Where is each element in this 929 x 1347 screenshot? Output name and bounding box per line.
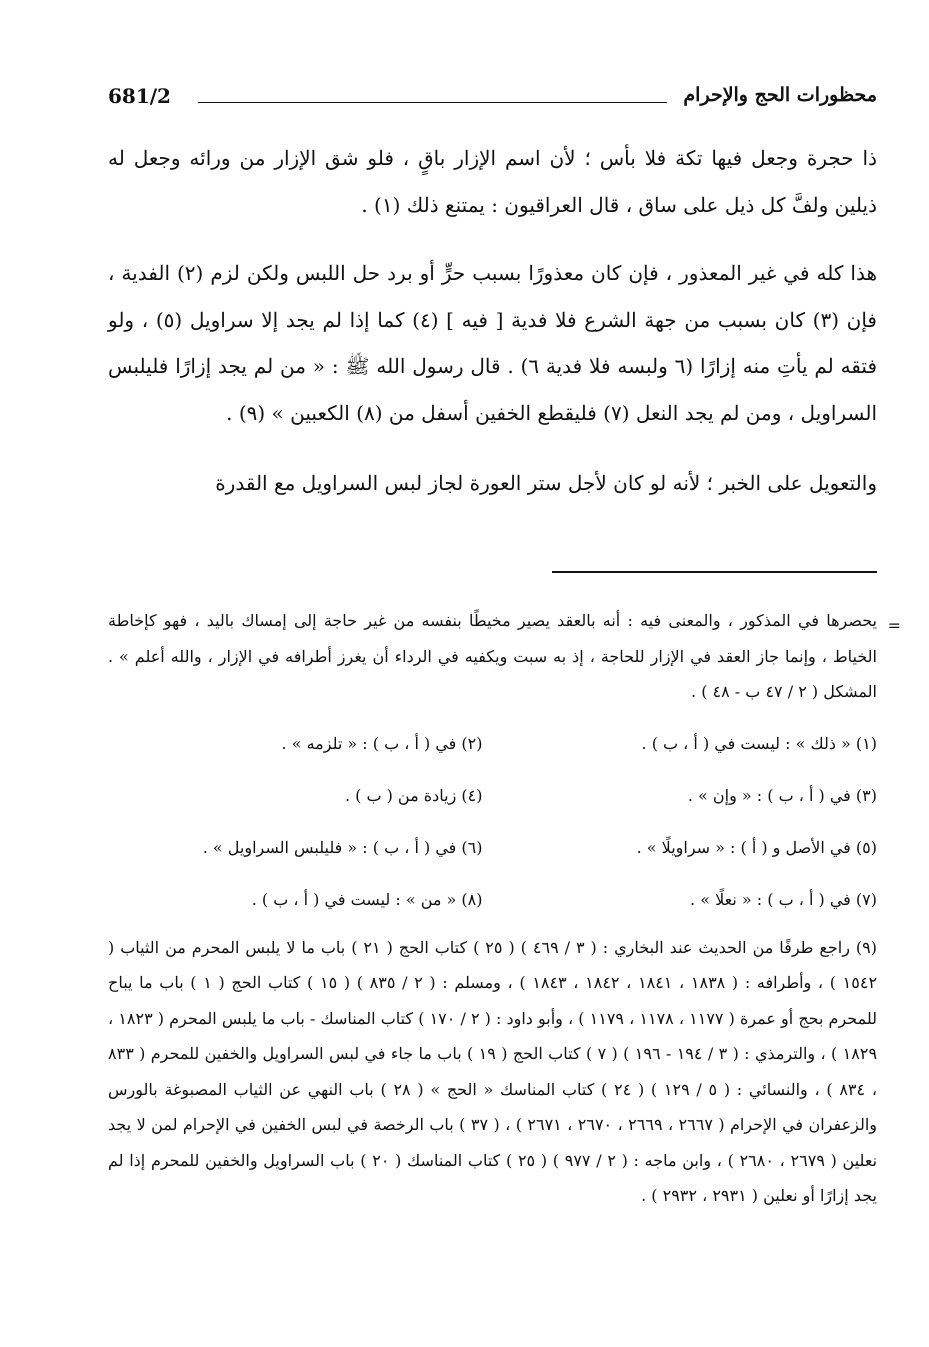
continuation-text: يحصرها في المذكور ، والمعنى فيه : أنه بالعقد يصير مخيطًا بنفسه من غير حاجة إلى إمساك باليد ، فهو كإخاطة الخياط ، وإنما جاز العقد في الإزار للحاجة ، إذ به سبت ويكفيه في الرداء أن يغرز أطرافه في الإزار ، والله أعلم » . المشكل ( ٢ / ٤٧ ب - ٤٨ ) . [108, 611, 877, 701]
short-footnotes [108, 718, 877, 926]
page-number: 681/2 [108, 84, 171, 108]
main-text [108, 135, 877, 507]
paragraph: هذا كله في غير المعذور ، فإن كان معذورًا بسبب حرٍّ أو برد حل اللبس ولكن لزم (٢) الفدية ، فإن (٣) كان بسبب من جهة الشرع فلا فدية [ فيه ] (٤) كما إذا لم يجد إلا سراويل (٥) ، ولو فتقه لم يأتِ منه إزارًا (٦ ولبسه فلا فدية ٦) . قال رسول الله ﷺ : « من لم يجد إزارًا فليلبس السراويل ، ومن لم يجد النعل (٧) فليقطع الخفين أسفل من (٨) الكعبين » (٩) . [108, 261, 878, 425]
page-header [108, 78, 877, 118]
footnotes [108, 603, 901, 1214]
footnote-4: (٤) زيادة من ( ب ) . [344, 785, 483, 805]
continuation-mark: = [887, 616, 901, 635]
paragraph: ذا حجرة وجعل فيها تكة فلا بأس ؛ لأن اسم الإزار باقٍ ، فلو شق الإزار من ورائه وجعل له ذيلين ولفَّ كل ذيل على ساق ، قال العراقيون : يمتنع ذلك (١) . [108, 146, 877, 217]
footnote-5: (٥) في الأصل و ( أ ) : « سراويلًا » . [636, 837, 877, 857]
footnote-2: (٢) في ( أ ، ب ) : « تلزمه » . [281, 733, 483, 753]
footnote-1: (١) « ذلك » : ليست في ( أ ، ب ) . [641, 733, 877, 753]
footnote-7: (٧) في ( أ ، ب ) : « نعلًا » . [690, 889, 877, 909]
footnote-3: (٣) في ( أ ، ب ) : « وإن » . [687, 785, 877, 805]
footnote-continuation [108, 603, 901, 710]
footnote-8: (٨) « من » : ليست في ( أ ، ب ) . [251, 889, 483, 909]
footnote-separator [552, 571, 877, 573]
header-rule [198, 102, 667, 103]
footnote-6: (٦) في ( أ ، ب ) : « فليلبس السراويل » . [202, 837, 483, 857]
footnote-9: (٩) راجع طرفًا من الحديث عند البخاري : ( ٣ / ٤٦٩ ) ( ٢٥ ) كتاب الحج ( ٢١ ) باب ما لا يلبس المحرم من الثياب ( ١٥٤٢ ) ، وأطرافه : ( ١٨٣٨ ، ١٨٤١ ، ١٨٤٢ ، ١٨٤٣ ) ، ومسلم : ( ٢ / ٨٣٥ ) ( ١٥ ) كتاب الحج ( ١ ) باب ما يباح للمحرم بحج أو عمرة ( ١١٧٧ ، ١١٧٨ ، ١١٧٩ ) ، وأبو داود : ( ٢ / ١٧٠ ) كتاب المناسك - باب ما يلبس المحرم ( ١٨٢٣ ، ١٨٢٩ ) ، والترمذي : ( ٣ / ١٩٤ - ١٩٦ ) ( ٧ ) كتاب الحج ( ١٩ ) باب ما جاء في لبس السراويل والخفين للمحرم ( ٨٣٣ ، ٨٣٤ ) ، والنسائي : ( ٥ / ١٢٩ ) ( ٢٤ ) كتاب المناسك « الحج » ( ٢٨ ) باب النهي عن الثياب المصبوغة بالورس والزعفران في الإحرام ( ٢٦٦٧ ، ٢٦٦٩ ، ٢٦٧٠ ، ٢٦٧١ ) ، ( ٣٧ ) باب الرخصة في لبس الخفين في الإحرام لمن لا يجد نعلين ( ٢٦٧٩ ، ٢٦٨٠ ) ، وابن ماجه : ( ٢ / ٩٧٧ ) ( ٢٥ ) كتاب المناسك ( ٢٠ ) باب السراويل والخفين للمحرم إذا لم يجد إزارًا أو نعلين ( ٢٩٣١ ، ٢٩٣٢ ) . [108, 937, 878, 1205]
running-title: محظورات الحج والإحرام [683, 84, 877, 106]
paragraph: والتعويل على الخبر ؛ لأنه لو كان لأجل ستر العورة لجاز لبس السراويل مع القدرة [215, 471, 877, 495]
